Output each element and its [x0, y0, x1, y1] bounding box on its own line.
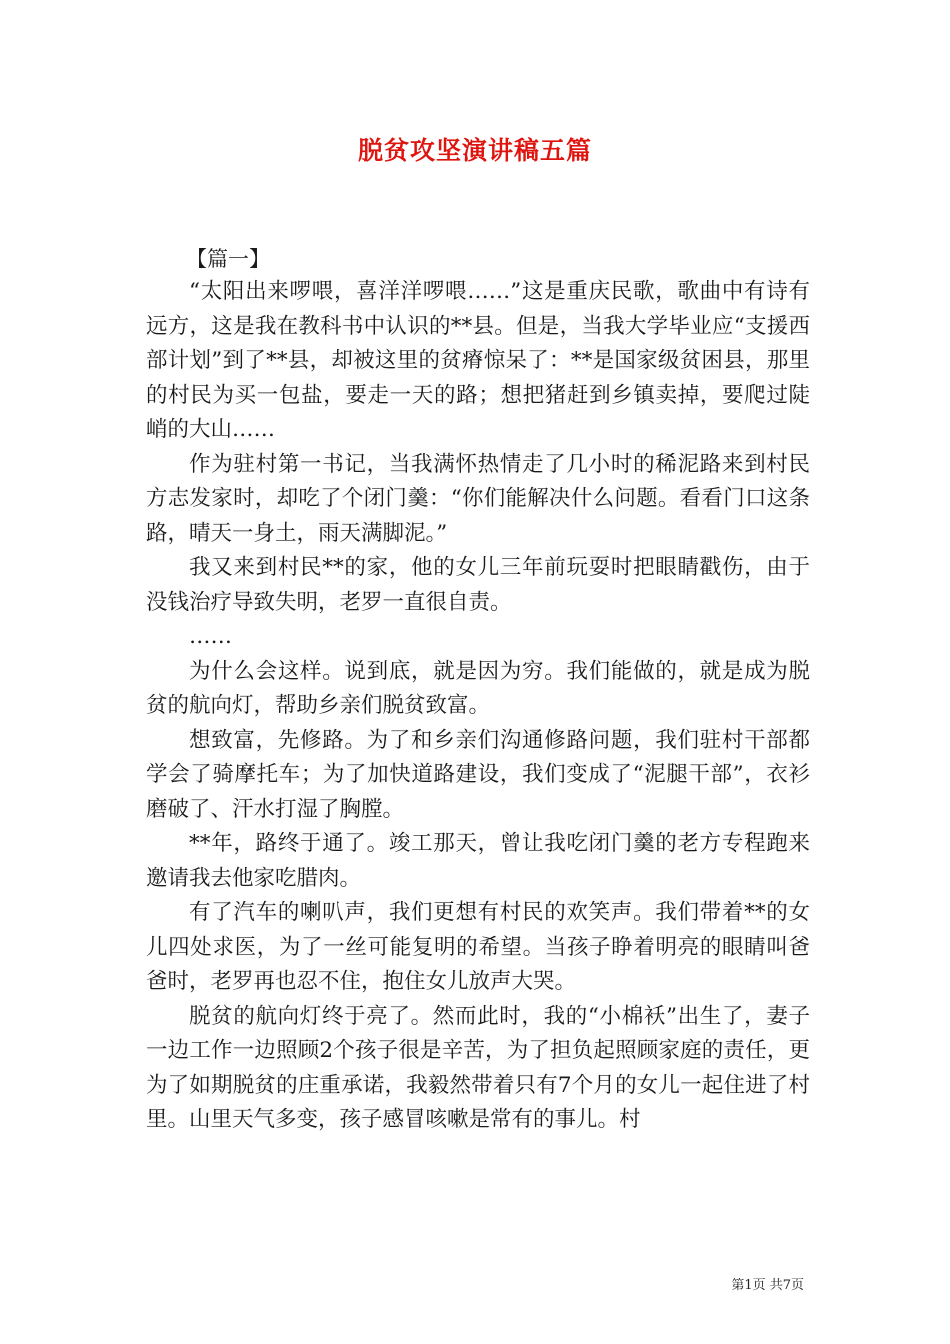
paragraph: 有了汽车的喇叭声，我们更想有村民的欢笑声。我们带着**的女儿四处求医，为了一丝可能复明的希望。当孩子睁着明亮的眼睛叫爸爸时，老罗再也忍不住，抱住女儿放声大哭。 — [146, 900, 810, 994]
paragraph: 脱贫的航向灯终于亮了。然而此时，我的“小棉袄”出生了，妻子一边工作一边照顾2个孩子很是辛苦，为了担负起照顾家庭的责任，更为了如期脱贫的庄重承诺，我毅然带着只有7个月的女儿一起住进了村里。山里天气多变，孩子感冒咳嗽是常有的事儿。村 — [146, 1003, 810, 1132]
paragraph: 为什么会这样。说到底，就是因为穷。我们能做的，就是成为脱贫的航向灯，帮助乡亲们脱贫致富。 — [146, 658, 810, 718]
document-body — [146, 275, 810, 1138]
page-number-footer: 第1页 共7页 — [731, 1278, 804, 1293]
document-title: 脱贫攻坚演讲稿五篇 — [357, 136, 592, 165]
paragraph: 我又来到村民**的家，他的女儿三年前玩耍时把眼睛戳伤，由于没钱治疗导致失明，老罗一直很自责。 — [146, 555, 810, 615]
section-label: 【篇一】 — [186, 247, 270, 271]
paragraph: “太阳出来啰喂，喜洋洋啰喂……”这是重庆民歌，歌曲中有诗有远方，这是我在教科书中认识的**县。但是，当我大学毕业应“支援西部计划”到了**县，却被这里的贫瘠惊呆了：**是国家级贫困县，那里的村民为买一包盐，要走一天的路；想把猪赶到乡镇卖掉，要爬过陡峭的大山…… — [146, 279, 810, 442]
paragraph: **年，路终于通了。竣工那天，曾让我吃闭门羹的老方专程跑来邀请我去他家吃腊肉。 — [146, 831, 810, 891]
paragraph: 作为驻村第一书记，当我满怀热情走了几小时的稀泥路来到村民方志发家时，却吃了个闭门羹：“你们能解决什么问题。看看门口这条路，晴天一身土，雨天满脚泥。” — [146, 451, 810, 546]
paragraph-ellipsis: …… — [189, 624, 232, 649]
paragraph: 想致富，先修路。为了和乡亲们沟通修路问题，我们驻村干部都学会了骑摩托车；为了加快道路建设，我们变成了“泥腿干部”，衣衫磨破了、汗水打湿了胸膛。 — [146, 727, 810, 822]
